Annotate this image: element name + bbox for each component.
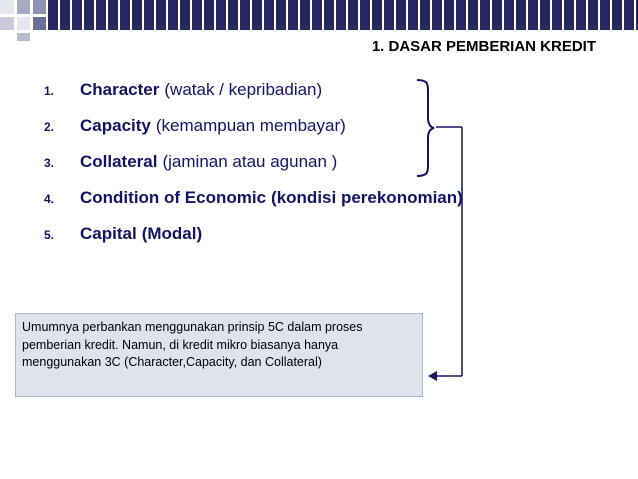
item-term: Condition of Economic: [80, 188, 267, 207]
item-description: (watak / kepribadian): [164, 80, 323, 99]
right-brace: [417, 80, 434, 176]
note-box: Umumnya perbankan menggunakan prinsip 5C dalam proses pemberian kredit. Namun, di kredit mikro biasanya hanya menggunakan 3C (Character,Capacity, dan Collateral): [15, 313, 423, 397]
item-number: 1.: [44, 84, 55, 98]
item-term: Capacity: [80, 116, 151, 135]
item-description: (kondisi perekonomian): [271, 188, 463, 207]
item-term: Collateral: [80, 152, 158, 171]
item-number: 2.: [44, 120, 55, 134]
item-number: 4.: [44, 192, 55, 206]
item-description: (Modal): [141, 224, 203, 243]
item-description: (kemampuan membayar): [155, 116, 346, 135]
item-number: 5.: [44, 228, 55, 242]
item-description: (jaminan atau agunan ): [162, 152, 338, 171]
item-term: Character: [80, 80, 160, 99]
arrow-head: [428, 371, 437, 381]
item-number: 3.: [44, 156, 55, 170]
slide-title: 1. DASAR PEMBERIAN KREDIT: [371, 38, 596, 55]
item-term: Capital: [80, 224, 137, 243]
